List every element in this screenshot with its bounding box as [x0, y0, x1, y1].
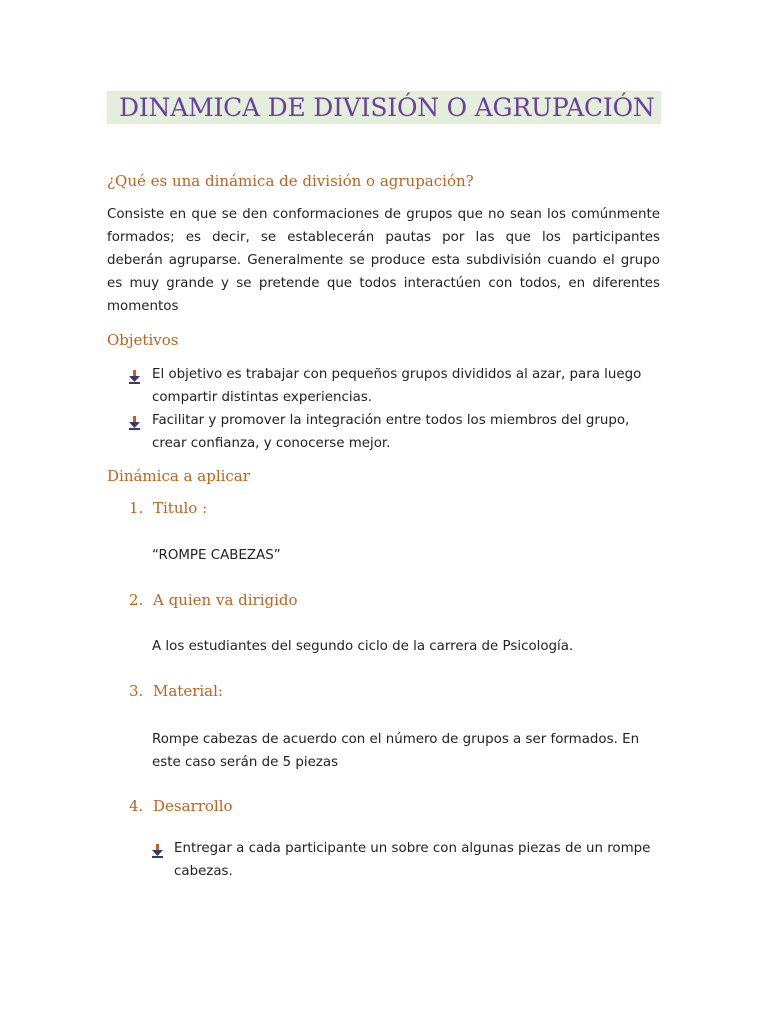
section-label: Titulo :: [153, 499, 208, 517]
section-number: 4.: [129, 797, 144, 815]
section-text: “ROMPE CABEZAS”: [152, 548, 281, 563]
intro-line: formados; es decir, se establecerán pautas por las que los participantes: [107, 230, 660, 245]
intro-paragraph: [107, 203, 660, 318]
arrow-down-bullet-icon: [129, 416, 141, 430]
intro-line: Consiste en que se den conformaciones de grupos que no sean los comúnmente: [107, 207, 660, 222]
question-heading: ¿Qué es una dinámica de división o agrupación?: [107, 172, 474, 190]
objectives-heading: Objetivos: [107, 331, 179, 349]
development-line: cabezas.: [174, 864, 233, 879]
section-number: 3.: [129, 682, 144, 700]
document-title: DINAMICA DE DIVISIÓN O AGRUPACIÓN: [119, 93, 655, 122]
section-text: A los estudiantes del segundo ciclo de la carrera de Psicología.: [152, 639, 574, 654]
objective-line: compartir distintas experiencias.: [152, 390, 373, 405]
objective-line: El objetivo es trabajar con pequeños grupos divididos al azar, para luego: [152, 367, 642, 382]
section-label: Material:: [153, 682, 223, 700]
section-text: este caso serán de 5 piezas: [152, 755, 339, 770]
section-text: Rompe cabezas de acuerdo con el número de grupos a ser formados. En: [152, 732, 640, 747]
section-number: 1.: [129, 499, 144, 517]
section-label: A quien va dirigido: [153, 591, 298, 609]
title-banner: [107, 91, 661, 124]
dynamic-heading: Dinámica a aplicar: [107, 467, 250, 485]
section-number: 2.: [129, 591, 144, 609]
arrow-down-bullet-icon: [152, 844, 164, 858]
section-label: Desarrollo: [153, 797, 233, 815]
arrow-down-bullet-icon: [129, 370, 141, 384]
intro-line: momentos: [107, 299, 179, 314]
intro-line: deberán agruparse. Generalmente se produce esta subdivisión cuando el grupo: [107, 253, 660, 268]
objective-line: Facilitar y promover la integración entre todos los miembros del grupo,: [152, 413, 630, 428]
objective-line: crear confianza, y conocerse mejor.: [152, 436, 391, 451]
development-line: Entregar a cada participante un sobre con algunas piezas de un rompe: [174, 841, 651, 856]
intro-line: es muy grande y se pretende que todos interactúen con todos, en diferentes: [107, 276, 660, 291]
